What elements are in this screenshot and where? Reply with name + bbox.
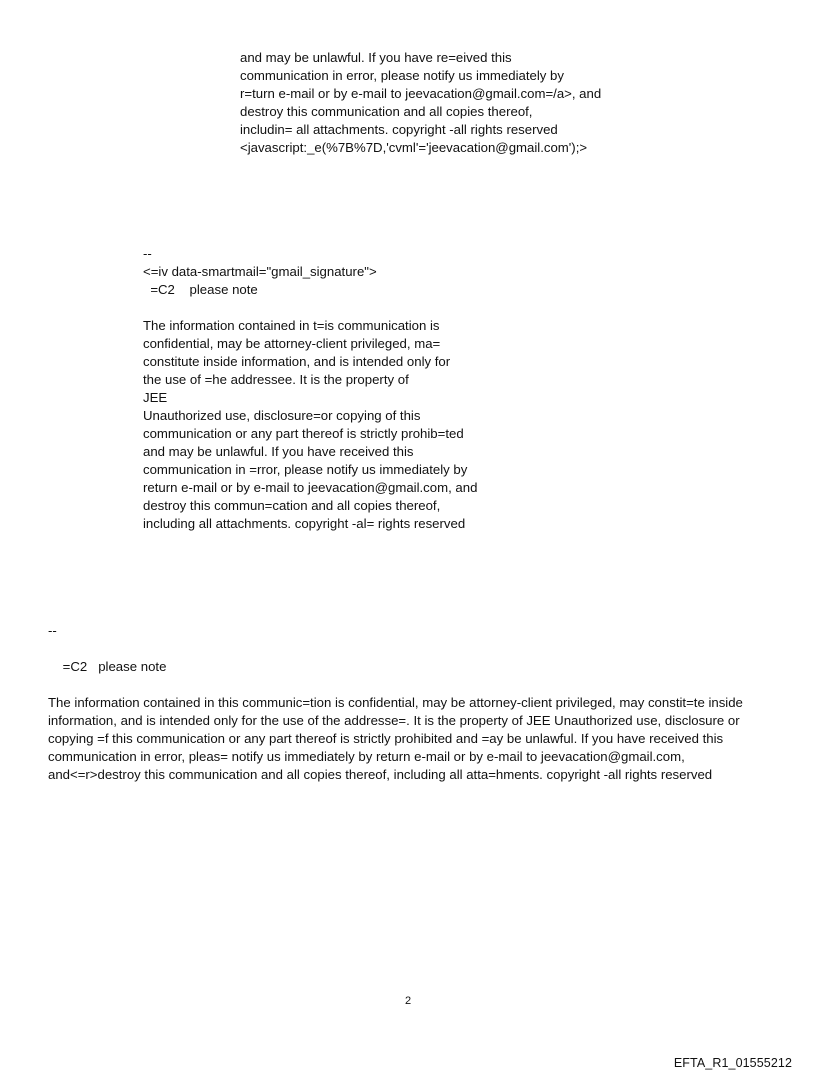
text-line: includin= all attachments. copyright -all rights reserved — [240, 122, 558, 137]
line-gap — [143, 299, 477, 317]
line-gap — [48, 640, 778, 658]
text-line: including all attachments. copyright -al= rights reserved — [143, 516, 466, 531]
please-note-line: =C2 please note — [143, 282, 258, 297]
please-note-line: =C2 please note — [48, 659, 167, 674]
text-line: The information contained in t=is communication is — [143, 318, 440, 333]
signature-separator: -- — [48, 623, 57, 638]
text-line: Unauthorized use, disclosure=or copying of this — [143, 408, 421, 423]
page-number: 2 — [404, 995, 412, 1007]
text-line: communication or any part thereof is strictly prohib=ted — [143, 426, 464, 441]
text-line: and may be unlawful. If you have received this — [143, 444, 414, 459]
line-gap — [48, 676, 778, 694]
text-line: constitute inside information, and is intended only for — [143, 354, 451, 369]
signature-separator: -- — [143, 246, 152, 261]
text-line: destroy this communication and all copies thereof, — [240, 104, 533, 119]
text-line: destroy this commun=cation and all copies thereof, — [143, 498, 441, 513]
text-line: <javascript:_e(%7B%7D,'cvml'='jeevacation@gmail.com');> — [240, 140, 588, 155]
text-line: JEE — [143, 390, 168, 405]
text-line: communication in =rror, please notify us immediately by — [143, 462, 468, 477]
text-line: the use of =he addressee. It is the property of — [143, 372, 409, 387]
text-line: communication in error, please notify us immediately by — [240, 68, 564, 83]
signature-disclaimer-block — [143, 245, 477, 533]
text-line: confidential, may be attorney-client privileged, ma= — [143, 336, 441, 351]
document-id: EFTA_R1_01555212 — [673, 1056, 792, 1070]
text-line: r=turn e-mail or by e-mail to jeevacation@gmail.com=/a>, and — [240, 86, 602, 101]
quoted-disclaimer-block — [240, 49, 601, 157]
disclaimer-paragraph: The information contained in this communic=tion is confidential, may be attorney-client privileged, may constit=te inside information, and is intended only for the use of the addresse=. It is the property of JEE Unauthorized use, disclosure or copying =f this communication or any part thereof is strictly prohibited and =ay be unlawful. If you have received this communication in error, pleas= notify us immediately by return e-mail or by e-mail to jeevacation@gmail.com, and<=r>destroy this communication and all copies thereof, including all atta=hments. copyright -all rights reserved — [48, 695, 743, 782]
outer-disclaimer-block — [48, 622, 778, 784]
text-line: and may be unlawful. If you have re=eived this — [240, 50, 512, 65]
text-line: return e-mail or by e-mail to jeevacation@gmail.com, and — [143, 480, 478, 495]
signature-div-markup: <=iv data-smartmail="gmail_signature"> — [143, 264, 377, 279]
